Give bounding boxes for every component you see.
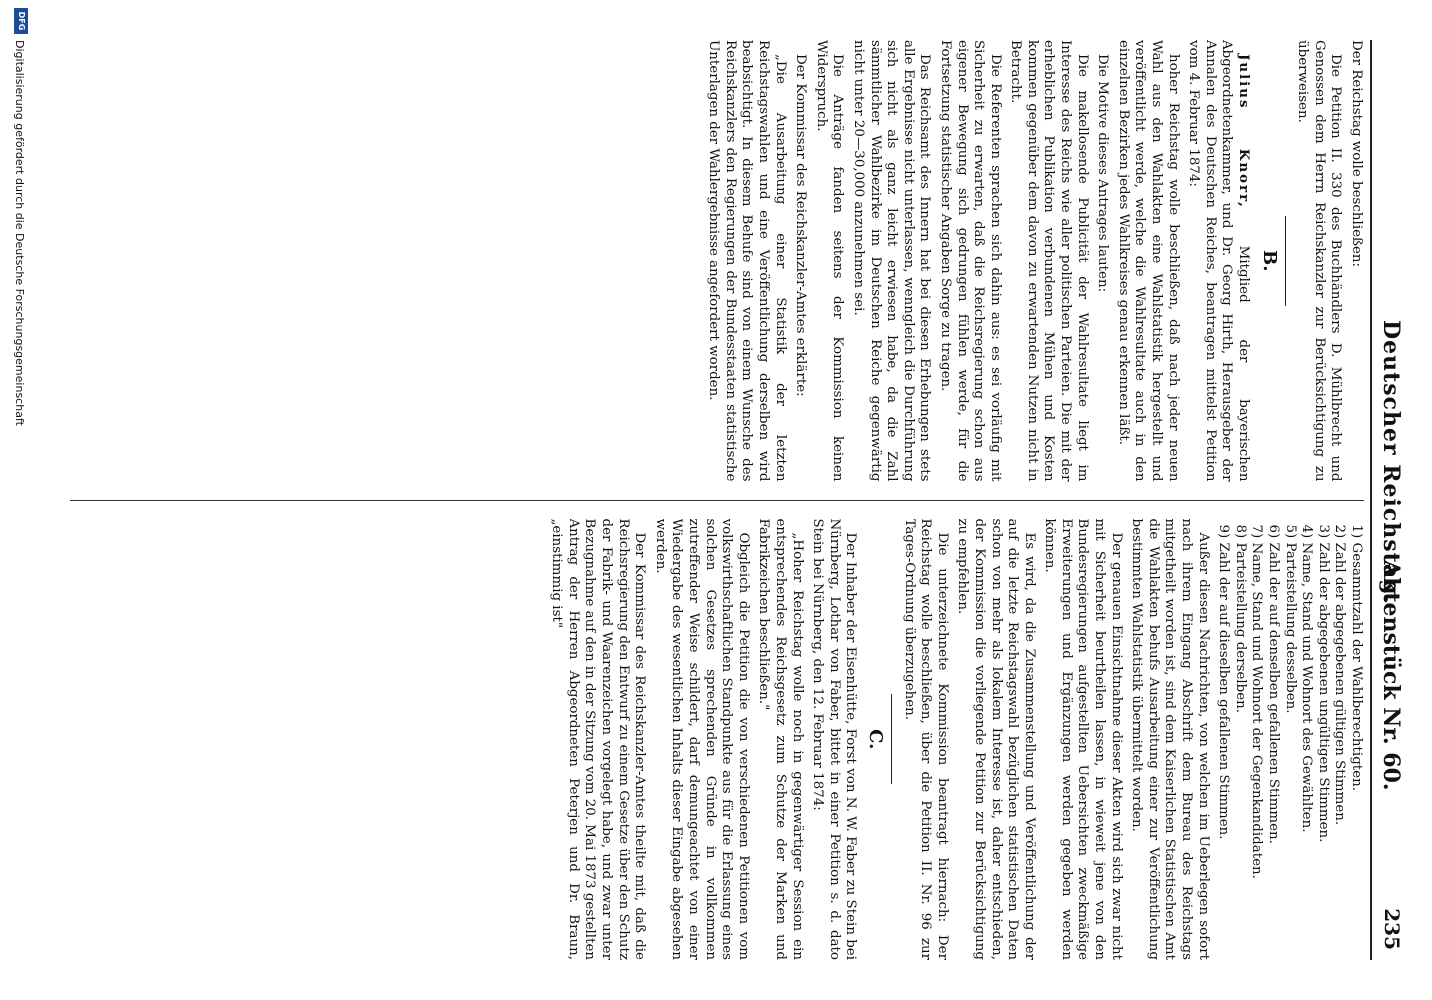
paragraph: Die unterzeichnete Kommission beantragt hiernach: Der Reichstag wolle beschließen, über die Petition II. Nr. 96 zur Tages-Ordnung überzugehen. xyxy=(901,518,950,960)
page-number: 235 xyxy=(1380,908,1404,950)
paragraph: Der Kommissar des Reichskanzler-Amtes erklärte: xyxy=(793,54,809,397)
list-item: 8) Parteistellung derselben. xyxy=(1232,524,1248,714)
section-heading-b: B. xyxy=(1258,250,1280,272)
text-columns xyxy=(70,40,1364,960)
paragraph: Es wird, da die Zusammenstellung und Veröffentlichung der auf die letzte Reichstagswahl bezüglichen statistischen Daten schon von mehr als lokalem Interesse ist, daher entschieden, der Kommission die vorliegende Petition zur Berücksichtigung zu empfehlen. xyxy=(955,518,1037,960)
page-header xyxy=(1370,40,1412,960)
paragraph: Obgleich die Petition die von verschiedenen Petitionen vom volkswirthschaftlichen Standpunkte aus für die Erlassung eines solchen Gesetzes sprechenden Gründe in vollkommen zutreffender Weise schildert, darf demungeachtet von einer Wiedergabe des wesentlichen Inhalts dieser Eingabe abgesehen werden. xyxy=(652,518,751,960)
section-heading-c: C. xyxy=(864,729,886,750)
page-footer xyxy=(0,0,34,1000)
list-item: 2) Zahl der abgegebenen gültigen Stimmen. xyxy=(1332,524,1348,826)
paragraph: Die Referenten sprachen sich dahin aus: es sei vorläufig mit Sicherheit zu erwarten, daß die Reichsregierung schon aus eigener Bewegung sich gedrungen fühlen werde, für die Fortsetzung statistischer Angaben Sorge zu tragen. xyxy=(937,40,1003,482)
list-item: 9) Zahl der auf dieselben gefallenen Stimmen. xyxy=(1216,524,1232,840)
list-item: 5) Parteistellung desselben. xyxy=(1282,524,1298,714)
paragraph: Die Motive dieses Antrages lauten: xyxy=(1095,54,1111,293)
header-document-number: Aktenstück Nr. 60. xyxy=(1378,560,1404,791)
paragraph: hoher Reichstag wolle beschließen, daß nach jeder neuen Wahl aus den Wahlakten eine Wahlstatistik hergestellt und veröffentlicht werde, welche die Wahlresultate auch in den einzelnen Bezirken jedes Wahlkreises genau erkennen läßt. xyxy=(1115,40,1181,482)
paragraph: Das Reichsamt des Innern hat bei diesen Erhebungen stets alle Ergebnisse nicht unterlassen, wenngleich die Durchführung sich nicht als ganz leicht erwiesen habe, da die Zahl sämmtlicher Wahlbezirke im Deutschen Reiche gegenwärtig nicht unter 20—30,000 anzunehmen sei. xyxy=(850,40,933,482)
paragraph: Außer diesen Nachrichten, von welchen im Ueberlegen sofort nach ihrem Eingang Abschrift dem Bureau des Reichstags mitgetheilt worden ist, sind dem Kaiserlichen Statistischen Amt die Wahlakten behufs Ausarbeitung einer zur Veröffentlichung bestimmten Wahlstatistik übermittelt worden. xyxy=(1129,518,1211,960)
list-item: 3) Zahl der abgegebenen ungültigen Stimmen. xyxy=(1315,524,1331,843)
paragraph-text: Mitglied der bayerischen Abgeordnetenkammer, und Dr. Georg Hirth, Herausgeber der Annalen des Deutschen Reiches, beantragen mittelst Petition vom 4. Februar 1874: xyxy=(1186,40,1252,482)
list-item: 1) Gesammtzahl der Wahlberechtigten. xyxy=(1349,524,1364,791)
digitization-credit: Digitalisierung gefördert durch die Deutsche Forschungsgemeinschaft xyxy=(13,40,26,426)
right-column xyxy=(70,519,1364,961)
section-rule xyxy=(1285,216,1286,306)
list-item: 7) Name, Stand und Wohnort der Gegenkandidaten. xyxy=(1249,524,1265,879)
section-rule xyxy=(891,694,892,784)
paragraph: Der Reichstag wolle beschließen: xyxy=(1349,40,1364,268)
paragraph: „Die Ausarbeitung einer Statistik der letzten Reichstagswahlen und eine Veröffentlichung derselben wird beabsichtigt. In diesem Behufe sind von einem Wunsche des Reichskanzlers den Regierungen der Bundesstaaten statistische Unterlagen der Wahlergebnisse angefordert worden. xyxy=(706,40,788,482)
petitioner-name: Julius Knorr, xyxy=(1236,54,1253,209)
column-divider xyxy=(70,500,1364,501)
paragraph: Die Anträge fanden seitens der Kommission keinen Widerspruch. xyxy=(813,40,846,482)
list-item: 4) Name, Stand und Wohnort des Gewählten. xyxy=(1299,524,1315,833)
paragraph: Die Petition II. 330 des Buchhändlers D. Mühlbrecht und Genossen dem Herrn Reichskanzler zur Berücksichtigung zu überweisen. xyxy=(1295,40,1344,482)
paragraph: Der Kommissar des Reichskanzler-Amtes theilte mit, daß die Reichsregierung den Entwurf zu einem Gesetze über den Schutz der Fabrik- und Waarenzeichen vorgelegt habe, und zwar unter Bezugnahme auf den in der Sitzung vom 20. Mai 1873 gestellten Antrag der Herren Abgeordneten Peterjen und Dr. Braun, „einstimmig ist" xyxy=(549,518,648,960)
paragraph: Der Inhaber der Eisenhütte, Forst von N. W. Faber zu Stein bei Nürnberg, Lothar von Faber, bittet in einer Petition s. d. dato Stein bei Nürnberg, den 12. Februar 1874: xyxy=(810,518,859,960)
dfg-logo: DFG xyxy=(14,8,28,34)
header-title: Deutscher Reichstag. xyxy=(1378,320,1404,605)
paragraph: Der genauen Einsichtnahme dieser Akten wird sich zwar nicht mit Sicherheit beurtheilen lassen, in wieweit jene von den Bundesregierungen aufgestellten Uebersichten zweckmäßige Erweiterungen und Ergänzungen werden gegeben werden können. xyxy=(1042,518,1124,960)
left-column xyxy=(70,40,1364,482)
list-item: 6) Zahl der auf denselben gefallenen Stimmen. xyxy=(1266,524,1282,844)
paragraph: Die makellosende Publicität der Wahlresultate liegt im Interesse des Reichs wie aller politischen Parteien. Die mit der erheblichen Publikation verbundenen Mühen und Kosten kommen gegenüber dem davon zu erwartenden Nutzen nicht in Betracht. xyxy=(1008,40,1090,482)
paragraph xyxy=(1185,40,1252,482)
paragraph: „Hoher Reichstag wolle noch in gegenwärtiger Session ein entsprechendes Reichsgesetz zum Schutze der Marken und Fabrikzeichen beschließen." xyxy=(756,518,805,960)
statistics-list xyxy=(1215,519,1364,961)
